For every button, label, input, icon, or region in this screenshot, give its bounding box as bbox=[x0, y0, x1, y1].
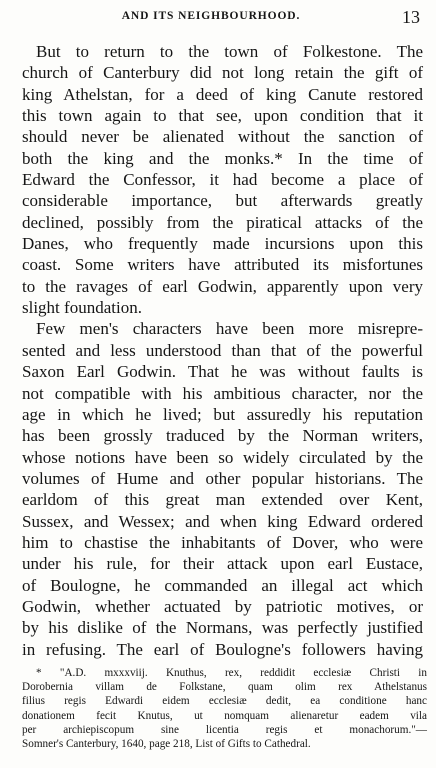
text-line: this town again to that see, upon condition that it bbox=[22, 106, 423, 126]
text-line: in refusing. The earl of Boulogne's followers having bbox=[22, 639, 423, 659]
footnote-line: Dorobernia villam de Folkstane, quam olim rex Athelstanus bbox=[22, 681, 427, 694]
text-line: coast. Some writers have attributed its misfortunes bbox=[22, 255, 423, 275]
text-line: But to return to the town of Folkestone. The bbox=[36, 42, 423, 61]
text-line: to the ravages of earl Godwin, apparently upon very bbox=[22, 276, 423, 296]
text-line: Godwin, whether actuated by patriotic motives, or bbox=[22, 596, 423, 616]
text-line: both the king and the monks.* In the time of bbox=[22, 148, 423, 168]
text-line: Sussex, and Wessex; and when king Edward ordered bbox=[22, 511, 423, 531]
text-line: Few men's characters have been more misrepre- bbox=[36, 319, 423, 339]
text-line: should never be alienated without the sanction of bbox=[22, 127, 423, 147]
text-line: under his rule, for their attack upon earl Eustace, bbox=[22, 554, 423, 574]
text-line: sented and less understood than that of the powerful bbox=[22, 340, 423, 360]
text-line: not compatible with his ambitious character, nor the bbox=[22, 383, 423, 403]
paragraph-folkestone bbox=[22, 41, 423, 318]
footnote-line: donationem fecit Knutus, ut nomquam alienaretur eadem vila bbox=[22, 709, 427, 722]
text-line: declined, possibly from the piratical attacks of the bbox=[22, 212, 423, 232]
text-line: slight foundation. bbox=[22, 298, 142, 318]
text-line: has been grossly traduced by the Norman writers, bbox=[22, 426, 423, 446]
text-line: church of Canterbury did not long retain the gift of bbox=[22, 63, 423, 83]
footnote-line: * "A.D. mxxxviij. Knuthus, rex, reddidit ecclesiæ Christi in bbox=[36, 667, 427, 679]
running-head bbox=[22, 7, 420, 29]
text-line: Danes, who frequently made incursions upon this bbox=[22, 234, 423, 254]
text-line: age in which he lived; but assuredly his reputation bbox=[22, 404, 423, 424]
body-text bbox=[22, 41, 423, 660]
text-line: Edward the Confessor, it had become a place of bbox=[22, 170, 423, 190]
text-line: Saxon Earl Godwin. That he was without faults is bbox=[22, 362, 423, 382]
text-line: by his dislike of the Normans, was perfectly justified bbox=[22, 618, 423, 638]
page-number: 13 bbox=[402, 7, 420, 27]
footnote-line: per archiepiscopum sine licentia regis et monachorum."— bbox=[22, 723, 427, 736]
footnote-line: Somner's Canterbury, 1640, page 218, List of Gifts to Cathedral. bbox=[22, 737, 311, 750]
text-line: considerable importance, but afterwards greatly bbox=[22, 191, 423, 211]
text-line: of Boulogne, he commanded an illegal act which bbox=[22, 575, 423, 595]
footnote-line: filius regis Edwardi eidem ecclesiæ dedit, ea conditione hanc bbox=[22, 695, 427, 708]
text-line: king Athelstan, for a deed of king Canute restored bbox=[22, 84, 423, 104]
text-line: earldom of this great man extended over Kent, bbox=[22, 490, 423, 510]
paragraph-godwin bbox=[22, 318, 423, 660]
running-title: AND ITS NEIGHBOURHOOD. bbox=[121, 10, 301, 22]
text-line: volumes of Hume and other popular historians. The bbox=[22, 468, 423, 488]
text-line: him to chastise the inhabitants of Dover, who were bbox=[22, 532, 423, 552]
footnote bbox=[22, 666, 427, 751]
text-line: whose notions have been so widely circulated by the bbox=[22, 447, 423, 467]
